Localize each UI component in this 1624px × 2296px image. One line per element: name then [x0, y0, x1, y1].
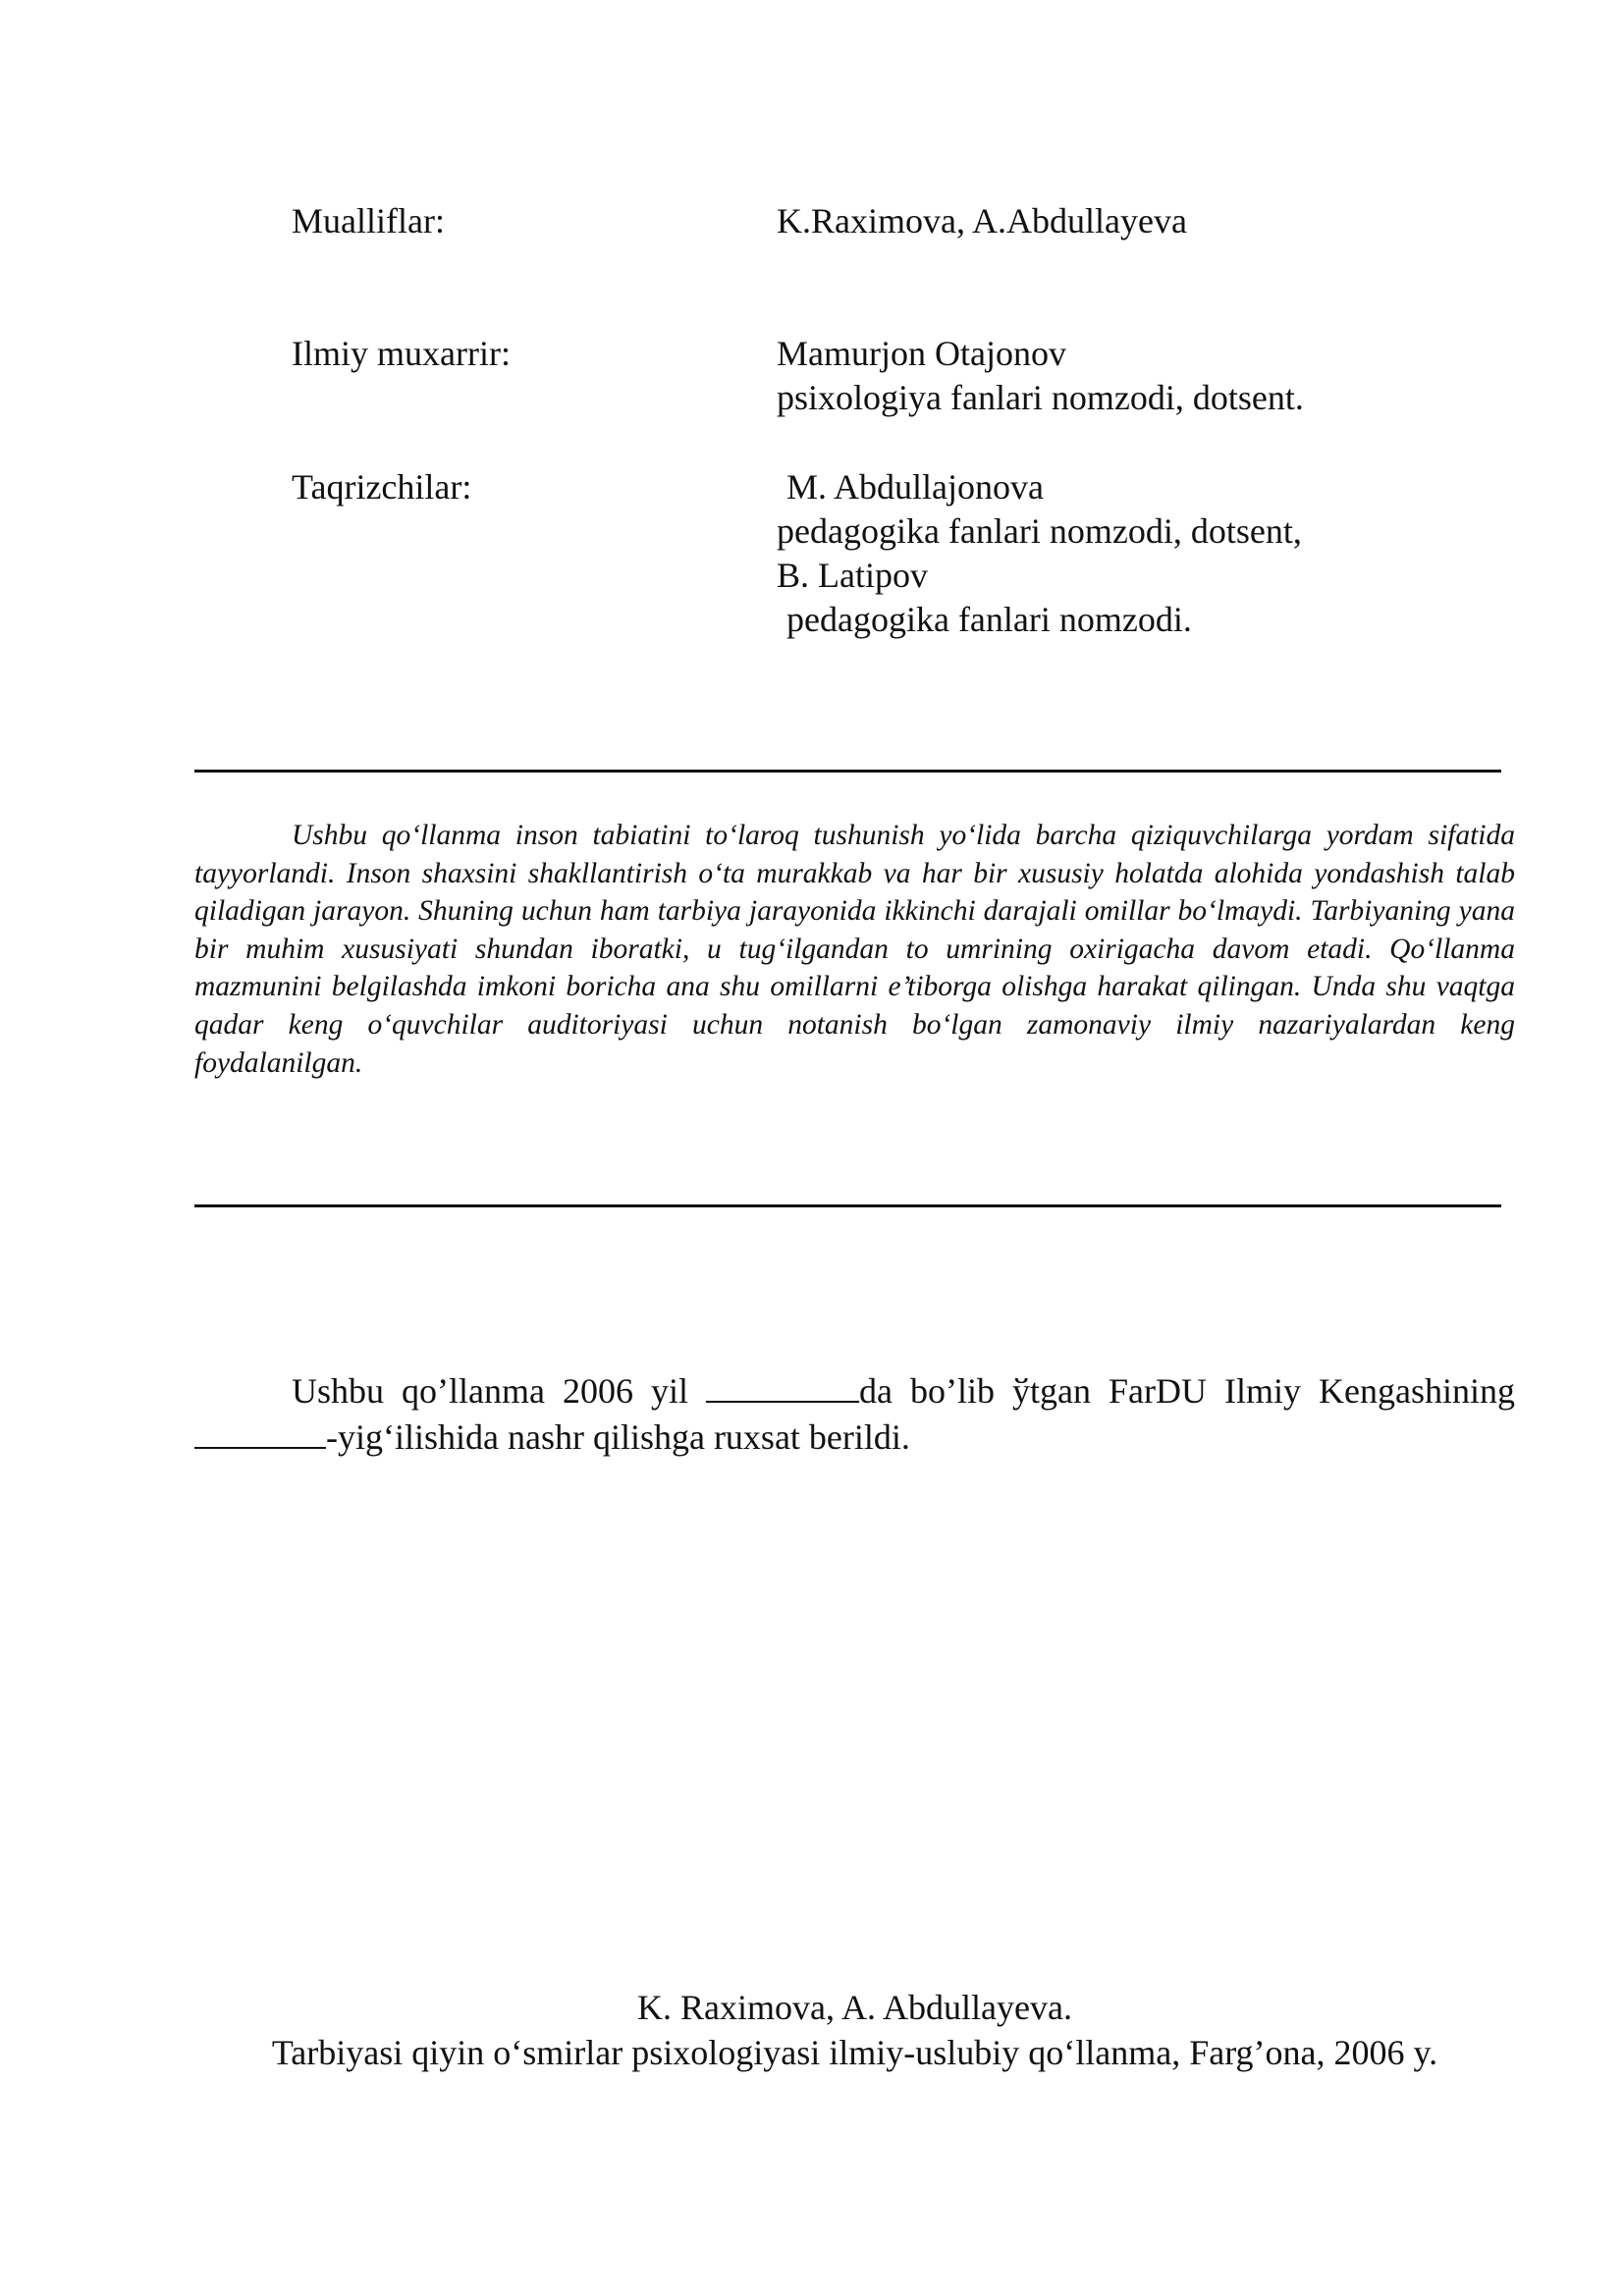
reviewers-details: [777, 465, 1302, 642]
reviewers-label: Taqrizchilar:: [292, 467, 472, 507]
editor-title: psixologiya fanlari nomzodi, dotsent.: [777, 378, 1304, 417]
reviewer-2-title: pedagogika fanlari nomzodi.: [786, 600, 1192, 639]
citation-block: [194, 1985, 1515, 2075]
editor-label: Ilmiy muxarrir:: [292, 334, 511, 373]
authors-label: Mualliflar:: [292, 201, 445, 240]
bottom-divider: [194, 1204, 1501, 1207]
reviewer-2-name: B. Latipov: [777, 556, 928, 595]
approval-text-3: -yig‘ilishida nashr qilishga ruxsat berildi.: [326, 1417, 910, 1457]
top-divider: [194, 770, 1501, 773]
reviewer-1-name: M. Abdullajonova: [786, 467, 1044, 507]
reviewer-1-title: pedagogika fanlari nomzodi, dotsent,: [777, 511, 1302, 551]
approval-text-1: Ushbu qo’llanma 2006 yil: [292, 1371, 707, 1411]
citation-title: Tarbiyasi qiyin o‘smirlar psixologiyasi ilmiy-uslubiy qo‘llanma, Farg’ona, 2006 y.: [271, 2033, 1438, 2072]
citation-authors: K. Raximova, A. Abdullayeva.: [637, 1988, 1072, 2027]
editor-name: Mamurjon Otajonov: [777, 334, 1066, 373]
date-blank: [706, 1367, 859, 1403]
approval-paragraph: [194, 1367, 1515, 1460]
authors-value: K.Raximova, A.Abdullayeva: [777, 201, 1187, 240]
session-number-blank: [194, 1414, 326, 1449]
editor-details: [777, 332, 1304, 420]
abstract-paragraph: Ushbu qo‘llanma inson tabiatini to‘laroq tushunish yo‘lida barcha qiziquvchilarga yordam sifatida tayyorlandi. Inson shaxsini shakllantirish o‘ta murakkab va har bir xususiy holatda alohida yondashish talab qiladigan jarayon. Shuning uchun ham tarbiya jarayonida ikkinchi darajali omillar bo‘lmaydi. Tarbiyaning yana bir muhim xususiyati shundan iboratki, u tug‘ilgandan to umrining oxirigacha davom etadi. Qo‘llanma mazmunini belgilashda imkoni boricha ana shu omillarni e’tiborga olishga harakat qilingan. Unda shu vaqtga qadar keng o‘quvchilar auditoriyasi uchun notanish bo‘lgan zamonaviy ilmiy nazariyalardan keng foydalanilgan.: [194, 820, 1515, 1079]
approval-text-2: da bo’lib ўtgan FarDU Ilmiy Kengashining: [859, 1371, 1515, 1411]
